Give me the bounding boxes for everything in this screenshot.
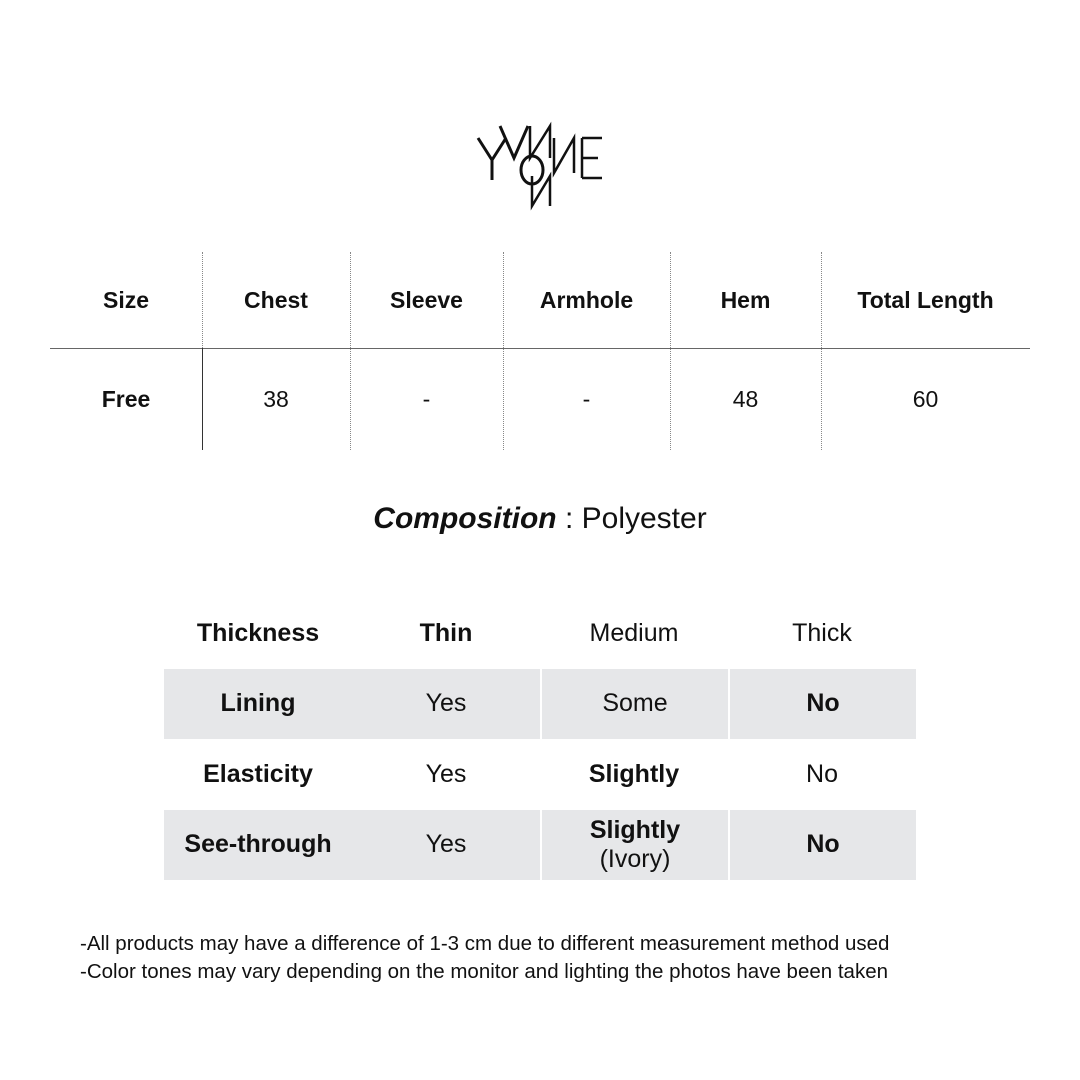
disclaimer-notes <box>80 930 889 986</box>
option-no: No <box>728 810 916 881</box>
composition-separator: : <box>556 502 582 535</box>
note-line: -Color tones may vary depending on the monitor and lighting the photos have been taken <box>80 960 888 983</box>
yvonne-logo-icon <box>470 118 610 213</box>
hem-value: 48 <box>732 385 759 412</box>
header-sleeve: Sleeve <box>390 286 463 313</box>
option-yes: Yes <box>425 830 467 859</box>
table-row <box>164 669 916 740</box>
option-slightly <box>540 810 728 881</box>
header-size: Size <box>102 286 150 313</box>
sleeve-value: - <box>422 385 431 412</box>
option-medium: Medium <box>589 618 679 647</box>
column-divider <box>821 252 822 450</box>
column-divider <box>350 252 351 450</box>
row-label-thickness: Thickness <box>196 618 320 647</box>
header-armhole: Armhole <box>539 286 634 313</box>
option-thin: Thin <box>419 618 473 647</box>
total-length-value: 60 <box>912 385 939 412</box>
composition-value: Polyester <box>581 502 707 535</box>
fabric-properties-table <box>164 598 916 880</box>
size-table-header <box>50 252 1030 349</box>
armhole-value: - <box>582 385 591 412</box>
header-chest: Chest <box>244 286 308 313</box>
column-divider <box>670 252 671 450</box>
composition-line <box>0 502 1080 536</box>
option-yes: Yes <box>425 689 467 718</box>
option-thick: Thick <box>792 618 852 647</box>
row-label-elasticity: Elasticity <box>203 759 313 788</box>
option-no: No <box>806 759 838 788</box>
option-slightly-label: Slightly <box>589 816 681 844</box>
header-hem: Hem <box>720 286 771 313</box>
option-no: No <box>728 669 916 740</box>
column-divider <box>202 348 203 450</box>
size-table <box>50 252 1030 450</box>
chest-value: 38 <box>263 385 289 412</box>
note-line: -All products may have a difference of 1-3 cm due to different measurement method used <box>80 932 890 955</box>
column-divider <box>503 252 504 450</box>
option-note: (Ivory) <box>599 844 671 873</box>
table-row <box>164 810 916 881</box>
row-label-see-through: See-through <box>184 830 332 859</box>
option-yes: Yes <box>425 759 467 788</box>
row-label-lining: Lining <box>220 689 296 718</box>
size-value: Free <box>101 385 151 412</box>
composition-label: Composition <box>373 502 557 535</box>
table-row <box>164 739 916 810</box>
option-slightly: Slightly <box>588 759 680 788</box>
table-row <box>50 348 1030 450</box>
option-some: Some <box>540 669 728 740</box>
header-total-length: Total Length <box>857 286 994 313</box>
table-row <box>164 598 916 669</box>
brand-logo <box>470 118 610 213</box>
